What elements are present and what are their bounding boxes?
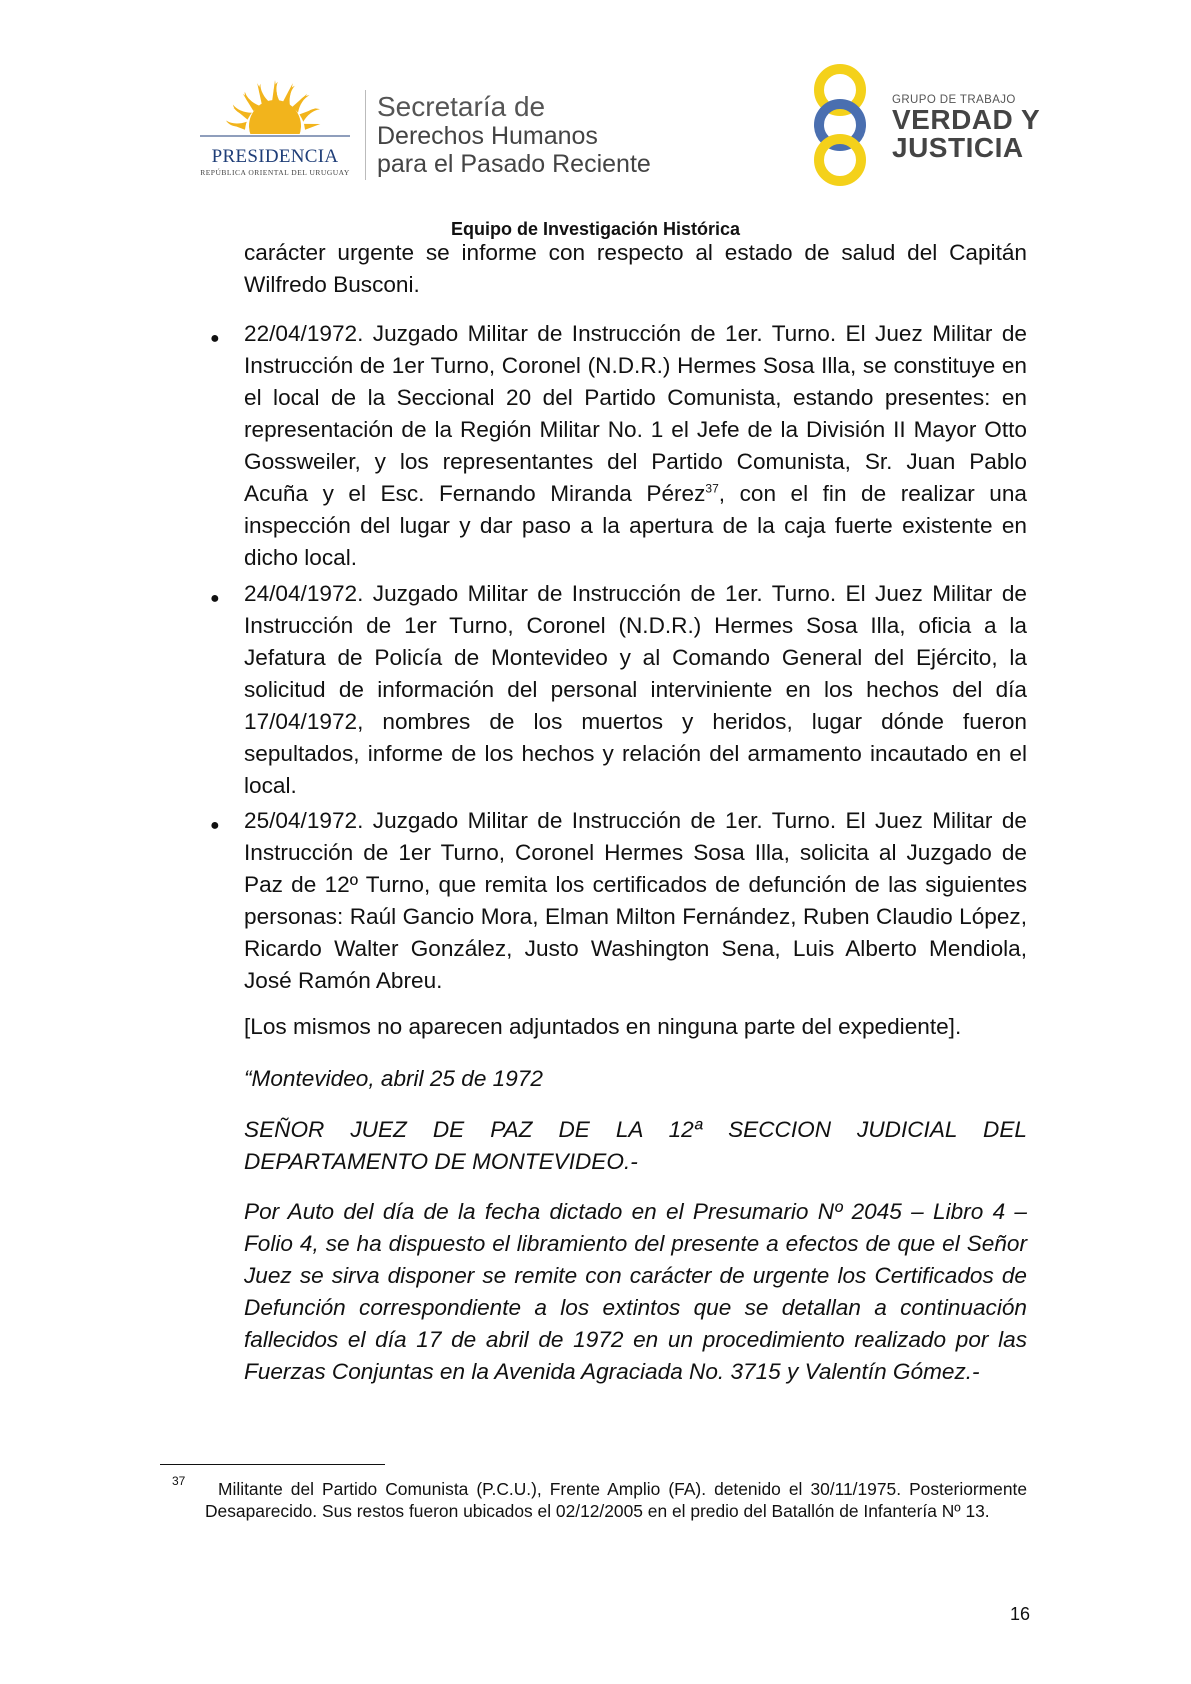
gtvj-logo-text (892, 94, 1040, 162)
continuation-paragraph (244, 237, 1027, 301)
continuation-text: carácter urgente se informe con respecto al estado de salud del Capitán Wilfredo Busconi. (244, 240, 1027, 297)
quote-addressee-text: SEÑOR JUEZ DE PAZ DE LA 12ª SECCION JUDICIAL DEL DEPARTAMENTO DE MONTEVIDEO.- (244, 1117, 1027, 1174)
list-item (244, 318, 1027, 574)
secretaria-logo-text (377, 92, 651, 178)
footnote (205, 1478, 1027, 1522)
footnote-text: Militante del Partido Comunista (P.C.U.), Frente Amplio (FA). detenido el 30/11/1975. Posteriormente Desaparecido. Sus restos fueron ubicados el 02/12/2005 en el predio del Batallón de Infantería Nº 13. (205, 1479, 1027, 1521)
quote-date (244, 1063, 1027, 1095)
document-header (0, 0, 1191, 239)
note-paragraph (244, 1011, 1027, 1043)
list-item (244, 805, 1027, 997)
footnote-separator (160, 1464, 385, 1465)
presidencia-name: PRESIDENCIA (211, 146, 339, 167)
gtvj-line-1: GRUPO DE TRABAJO (892, 94, 1016, 106)
sun-emblem-icon (195, 80, 355, 150)
gtvj-line-2: VERDAD Y (892, 104, 1041, 135)
presidencia-logo (195, 80, 355, 180)
bullet-icon: ● (210, 817, 220, 834)
secretaria-line-2: Derechos Humanos (377, 122, 598, 150)
list-item-text-main: 22/04/1972. Juzgado Militar de Instrucción de 1er. Turno. El Juez Militar de Instrucción de 1er Turno, Coronel (N.D.R.) Hermes Sosa Illa, se constituye en el local de la Seccional 20 del Partido Comunista, estando presentes: en representación de la Región Militar No. 1 el Jefe de la División II Mayor Otto Gossweiler, y los representantes del Partido Comunista, Sr. Juan Pablo Acuña y el Esc. Fernando Miranda Pérez (244, 321, 1027, 506)
secretaria-line-1: Secretaría de (377, 91, 546, 122)
list-item-text (244, 318, 1027, 574)
footnote-number: 37 (172, 1474, 186, 1488)
header-divider (365, 90, 366, 180)
quote-body (244, 1196, 1027, 1388)
list-item-text: 24/04/1972. Juzgado Militar de Instrucción de 1er. Turno. El Juez Militar de Instrucción de 1er Turno, Coronel (N.D.R.) Hermes Sosa Illa, oficia a la Jefatura de Policía de Montevideo y al Comando General del Ejército, la solicitud de información del personal interviniente en los hechos del día 17/04/1972, nombres de los muertos y heridos, lugar dónde fueron sepultados, informe de los hechos y relación del armamento incautado en el local. (244, 581, 1027, 798)
list-item-text-end: , con el fin de realizar una inspección del lugar y dar paso a la apertura de la caja fuerte existente en dicho local. (244, 481, 1027, 570)
bullet-icon: ● (210, 330, 220, 347)
quote-date-text: “Montevideo, abril 25 de 1972 (244, 1066, 543, 1091)
secretaria-line-3: para el Pasado Reciente (377, 150, 651, 178)
presidencia-subtitle: REPÚBLICA ORIENTAL DEL URUGUAY (200, 168, 350, 177)
gtvj-line-3: JUSTICIA (892, 132, 1024, 163)
bullet-icon: ● (210, 590, 220, 607)
page-number: 16 (1010, 1604, 1031, 1624)
footnote-reference: 37 (705, 481, 719, 496)
quote-body-text: Por Auto del día de la fecha dictado en el Presumario Nº 2045 – Libro 4 – Folio 4, se ha dispuesto el libramiento del presente a efectos de que el Señor Juez se sirva disponer se remite con carácter de urgente los Certificados de Defunción correspondiente a los extintos que se detallan a continuación fallecidos el día 17 de abril de 1972 en un procedimiento realizado por las Fuerzas Conjuntas en la Avenida Agraciada No. 3715 y Valentín Gómez.- (244, 1199, 1027, 1384)
list-item-text: 25/04/1972. Juzgado Militar de Instrucción de 1er. Turno. El Juez Militar de Instrucción de 1er Turno, Coronel Hermes Sosa Illa, solicita al Juzgado de Paz de 12º Turno, que remita los certificados de defunción de las siguientes personas: Raúl Gancio Mora, Elman Milton Fernández, Ruben Claudio López, Ricardo Walter González, Justo Washington Sena, Luis Alberto Mendiola, José Ramón Abreu. (244, 808, 1027, 993)
note-text: [Los mismos no aparecen adjuntados en ninguna parte del expediente]. (244, 1014, 962, 1039)
team-title: Equipo de Investigación Histórica (450, 219, 741, 239)
quote-addressee (244, 1114, 1027, 1178)
list-item (244, 578, 1027, 802)
